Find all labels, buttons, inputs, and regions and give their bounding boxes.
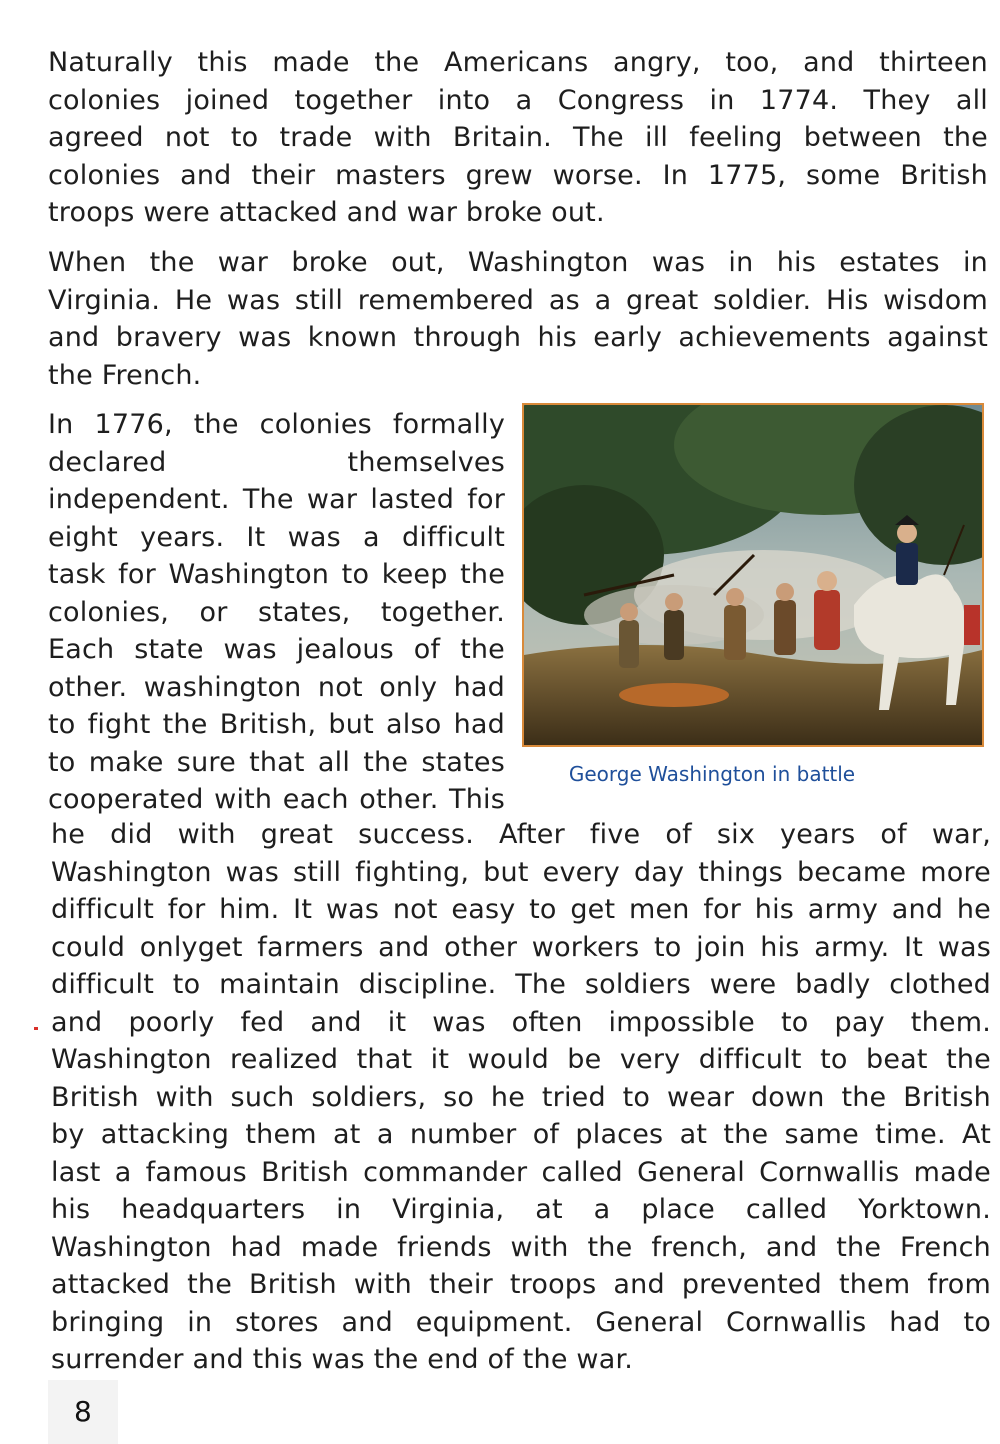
text-line: eight years. It was a difficult	[48, 521, 505, 553]
text-line: Naturally this made the Americans angry, too, and thirteen	[48, 47, 988, 78]
text-line: declared themselves	[48, 446, 505, 478]
text-line: troops were attacked and war broke out.	[48, 197, 605, 228]
text-line: the French.	[48, 359, 202, 391]
paragraph-1	[48, 44, 988, 232]
battle-illustration	[522, 403, 984, 747]
text-line: and poorly fed and it was often impossible to pay them.	[51, 1006, 991, 1038]
text-line: to make sure that all the states	[48, 746, 505, 778]
text-line: to fight the British, but also had	[48, 709, 505, 740]
text-line: difficult to maintain discipline. The soldiers were badly clothed	[51, 969, 991, 1000]
text-line: his headquarters in Virginia, at a place called Yorktown.	[51, 1194, 991, 1225]
text-line: other. washington not only had	[48, 671, 505, 703]
text-line: Washington had made friends with the french, and the French	[51, 1231, 991, 1263]
text-line: In 1776, the colonies formally	[48, 409, 505, 440]
text-line: Washington realized that it would be very difficult to beat the	[51, 1044, 991, 1075]
figure-caption: George Washington in battle	[568, 762, 856, 786]
text-line: Each state was jealous of the	[48, 634, 505, 665]
paragraph-2	[48, 244, 988, 394]
text-line: difficult for him. It was not easy to get men for his army and he	[51, 894, 991, 925]
text-line: cooperated with each other. This	[48, 784, 505, 815]
page-number: 8	[74, 1395, 92, 1428]
text-line: could onlyget farmers and other workers to join his army. It was	[51, 931, 991, 963]
text-line: bringing in stores and equipment. General Cornwallis had to	[51, 1306, 991, 1338]
text-line: Virginia. He was still remembered as a great soldier. His wisdom	[48, 284, 988, 316]
text-line: last a famous British commander called General Cornwallis made	[51, 1156, 991, 1188]
text-line: agreed not to trade with Britain. The ill feeling between the	[48, 122, 988, 153]
text-line: independent. The war lasted for	[48, 484, 505, 515]
text-line: and bravery was known through his early achievements against	[48, 322, 988, 353]
text-line: Washington was still fighting, but every day things became more	[51, 856, 991, 888]
paragraph-3-continued	[51, 816, 991, 1379]
text-line: colonies joined together into a Congress in 1774. They all	[48, 84, 988, 116]
print-speck	[34, 1027, 38, 1030]
text-line: When the war broke out, Washington was in his estates in	[48, 247, 988, 278]
text-line: British with such soldiers, so he tried to wear down the British	[51, 1081, 991, 1113]
battle-painting-image	[524, 405, 982, 745]
text-line: colonies, or states, together.	[48, 596, 505, 628]
text-line: by attacking them at a number of places at the same time. At	[51, 1119, 991, 1150]
text-line: colonies and their masters grew worse. In 1775, some British	[48, 159, 988, 191]
text-line: he did with great success. After five of six years of war,	[51, 819, 991, 850]
text-line: attacked the British with their troops and prevented them from	[51, 1269, 991, 1300]
text-line: surrender and this was the end of the war.	[51, 1344, 634, 1375]
paragraph-3-wrapped	[48, 406, 505, 819]
text-line: task for Washington to keep the	[48, 559, 505, 590]
